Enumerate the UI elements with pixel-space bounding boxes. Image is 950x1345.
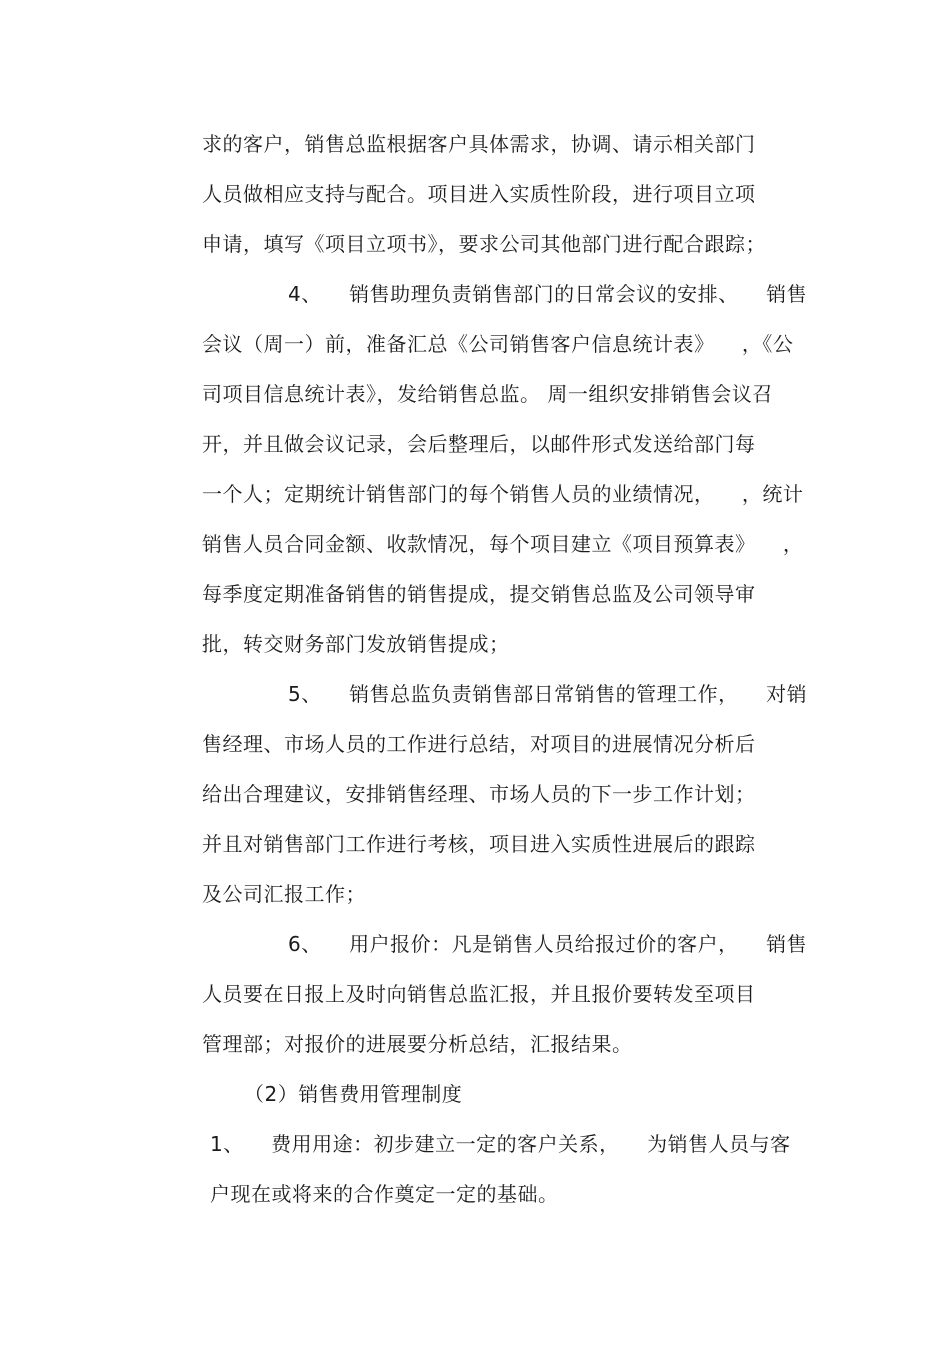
text-line: 批，转交财务部门发放销售提成； xyxy=(202,632,510,656)
text-line: 求的客户，销售总监根据客户具体需求，协调、请示相关部门 xyxy=(202,132,756,156)
text-line: 6、 用户报价：凡是销售人员给报过价的客户， 销售 xyxy=(288,932,808,956)
text-line: 及公司汇报工作； xyxy=(202,882,366,906)
text-line: 并且对销售部门工作进行考核，项目进入实质性进展后的跟踪 xyxy=(202,832,756,856)
text-line: 每季度定期准备销售的销售提成，提交销售总监及公司领导审 xyxy=(202,582,756,606)
text-line: 1、 费用用途：初步建立一定的客户关系， 为销售人员与客 xyxy=(210,1132,791,1156)
text-line: 户现在或将来的合作奠定一定的基础。 xyxy=(210,1182,559,1206)
text-line: 给出合理建议，安排销售经理、市场人员的下一步工作计划； xyxy=(202,782,756,806)
text-line: 申请，填写《项目立项书》，要求公司其他部门进行配合跟踪； xyxy=(202,232,766,256)
text-line: 会议（周一）前，准备汇总《公司销售客户信息统计表》 ，《公 xyxy=(202,332,794,356)
text-line: 5、 销售总监负责销售部日常销售的管理工作， 对销 xyxy=(288,682,808,706)
text-line: 管理部；对报价的进展要分析总结，汇报结果。 xyxy=(202,1032,633,1056)
text-line: 售经理、市场人员的工作进行总结，对项目的进展情况分析后 xyxy=(202,732,756,756)
text-line: 开，并且做会议记录，会后整理后，以邮件形式发送给部门每 xyxy=(202,432,756,456)
text-line: 一个人；定期统计销售部门的每个销售人员的业绩情况， ，统计 xyxy=(202,482,804,506)
text-line: 人员做相应支持与配合。项目进入实质性阶段，进行项目立项 xyxy=(202,182,756,206)
text-line: 4、 销售助理负责销售部门的日常会议的安排、 销售 xyxy=(288,282,808,306)
section-heading: （2）销售费用管理制度 xyxy=(244,1082,463,1106)
text-line: 司项目信息统计表》，发给销售总监。 周一组织安排销售会议召 xyxy=(202,382,773,406)
text-line: 人员要在日报上及时向销售总监汇报，并且报价要转发至项目 xyxy=(202,982,756,1006)
text-line: 销售人员合同金额、收款情况，每个项目建立《项目预算表》 ， xyxy=(202,532,804,556)
